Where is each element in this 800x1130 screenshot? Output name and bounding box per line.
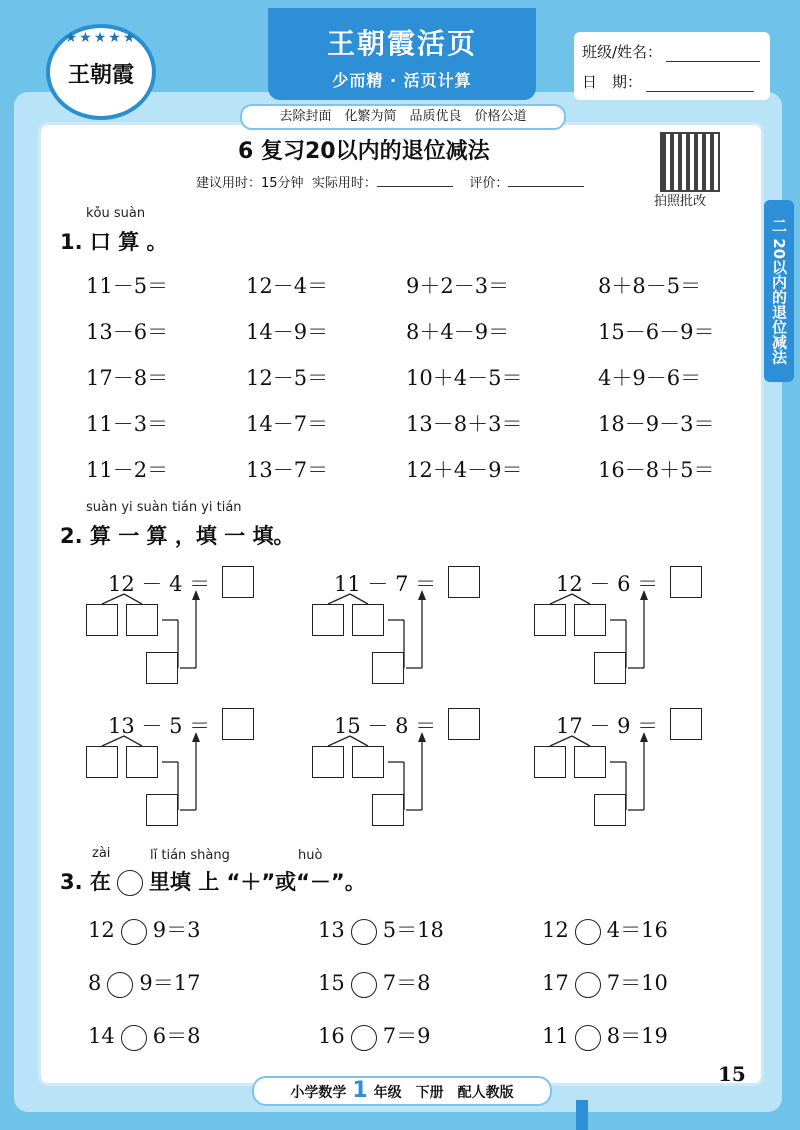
split-box[interactable] bbox=[372, 794, 404, 826]
operand-left: 8 bbox=[88, 971, 102, 995]
sign-answer-circle[interactable] bbox=[351, 919, 377, 945]
sign-fill-item bbox=[88, 914, 200, 945]
operand-left: 12 bbox=[88, 918, 115, 942]
footer-subject: 小学数学 bbox=[290, 1085, 347, 1101]
oral-calc-item[interactable]: 13－7＝ bbox=[246, 458, 329, 482]
operand-right: 9＝3 bbox=[152, 918, 201, 942]
sign-answer-circle[interactable] bbox=[351, 972, 377, 998]
decompose-expression: 17 － 9 ＝ bbox=[556, 714, 659, 738]
sign-answer-circle[interactable] bbox=[575, 919, 601, 945]
oral-calc-item[interactable]: 13－8＋3＝ bbox=[406, 412, 523, 436]
answer-box[interactable] bbox=[222, 708, 254, 740]
split-box[interactable] bbox=[534, 604, 566, 636]
section1-heading: 1. 口 算 。 bbox=[60, 230, 168, 254]
operand-left: 14 bbox=[88, 1024, 115, 1048]
operand-right: 7＝10 bbox=[606, 971, 668, 995]
answer-box[interactable] bbox=[670, 566, 702, 598]
slogan-bar: 去除封面 化繁为简 品质优良 价格公道 bbox=[240, 104, 566, 130]
oral-calc-item[interactable]: 18－9－3＝ bbox=[598, 412, 715, 436]
operand-right: 7＝8 bbox=[382, 971, 431, 995]
split-box[interactable] bbox=[146, 794, 178, 826]
actual-time-label: 实际用时： bbox=[311, 176, 377, 191]
operand-right: 4＝16 bbox=[606, 918, 668, 942]
section1-pinyin: kǒu suàn bbox=[86, 206, 146, 221]
oral-calc-item[interactable]: 11－2＝ bbox=[86, 458, 169, 482]
brand-subtitle: 少而精 · 活页计算 bbox=[332, 71, 472, 90]
chapter-side-tab: 二 20以内的退位减法 bbox=[764, 200, 794, 382]
pinyin-zai: zài bbox=[92, 846, 111, 861]
oral-calc-item[interactable]: 4＋9－6＝ bbox=[598, 366, 702, 390]
answer-box[interactable] bbox=[448, 708, 480, 740]
sign-answer-circle[interactable] bbox=[351, 1025, 377, 1051]
operand-right: 9＝17 bbox=[139, 971, 201, 995]
operand-left: 16 bbox=[318, 1024, 345, 1048]
sign-answer-circle[interactable] bbox=[575, 1025, 601, 1051]
decompose-expression: 13 － 5 ＝ bbox=[108, 714, 211, 738]
split-box[interactable] bbox=[126, 604, 158, 636]
section3-heading-after: 里填 上 “＋”或“－”。 bbox=[148, 870, 366, 894]
sign-fill-item bbox=[318, 1020, 430, 1051]
suggested-time: 建议用时：15分钟 bbox=[196, 176, 304, 191]
stars-icon: ★★★★★ bbox=[64, 30, 138, 46]
lesson-title: 6 复习20以内的退位减法 bbox=[238, 139, 490, 164]
answer-box[interactable] bbox=[222, 566, 254, 598]
oral-calc-item[interactable]: 14－7＝ bbox=[246, 412, 329, 436]
decompose-expression: 12 － 6 ＝ bbox=[556, 572, 659, 596]
oral-calc-item[interactable]: 17－8＝ bbox=[86, 366, 169, 390]
split-box[interactable] bbox=[312, 604, 344, 636]
operand-left: 17 bbox=[542, 971, 569, 995]
split-box[interactable] bbox=[534, 746, 566, 778]
operand-left: 13 bbox=[318, 918, 345, 942]
sign-fill-item bbox=[318, 914, 444, 945]
sign-answer-circle[interactable] bbox=[121, 1025, 147, 1051]
section2-pinyin: suàn yi suàn tián yi tián bbox=[86, 500, 242, 515]
oral-calc-item[interactable]: 8＋4－9＝ bbox=[406, 320, 510, 344]
sign-answer-circle[interactable] bbox=[121, 919, 147, 945]
bottom-tab-strip bbox=[576, 1100, 588, 1130]
circle-icon bbox=[117, 870, 143, 896]
split-box[interactable] bbox=[574, 746, 606, 778]
decompose-expression: 11 － 7 ＝ bbox=[334, 572, 437, 596]
page-number: 15 bbox=[718, 1062, 746, 1086]
footer-grade-num: 1 bbox=[352, 1078, 368, 1103]
date-label: 日 期： bbox=[582, 73, 643, 91]
sign-fill-item bbox=[318, 967, 430, 998]
operand-right: 6＝8 bbox=[152, 1024, 201, 1048]
split-box[interactable] bbox=[146, 652, 178, 684]
sign-fill-item bbox=[542, 914, 668, 945]
logo-text: 王朝霞 bbox=[67, 62, 134, 88]
split-box[interactable] bbox=[126, 746, 158, 778]
oral-calc-item[interactable]: 9＋2－3＝ bbox=[406, 274, 510, 298]
split-box[interactable] bbox=[372, 652, 404, 684]
oral-calc-item[interactable]: 12＋4－9＝ bbox=[406, 458, 523, 482]
operand-left: 12 bbox=[542, 918, 569, 942]
oral-calc-item[interactable]: 10＋4－5＝ bbox=[406, 366, 523, 390]
sign-fill-item bbox=[88, 1020, 200, 1051]
sign-answer-circle[interactable] bbox=[575, 972, 601, 998]
operand-right: 8＝19 bbox=[606, 1024, 668, 1048]
answer-box[interactable] bbox=[670, 708, 702, 740]
operand-left: 15 bbox=[318, 971, 345, 995]
oral-calc-item[interactable]: 8＋8－5＝ bbox=[598, 274, 702, 298]
qr-label: 拍照批改 bbox=[654, 194, 707, 209]
decompose-expression: 12 － 4 ＝ bbox=[108, 572, 211, 596]
answer-box[interactable] bbox=[448, 566, 480, 598]
oral-calc-item[interactable]: 11－5＝ bbox=[86, 274, 169, 298]
pinyin-li-tian-shang: lǐ tián shàng bbox=[150, 848, 230, 863]
split-box[interactable] bbox=[352, 746, 384, 778]
operand-left: 11 bbox=[542, 1024, 569, 1048]
split-box[interactable] bbox=[86, 746, 118, 778]
sign-fill-item bbox=[542, 1020, 668, 1051]
oral-calc-item[interactable]: 12－4＝ bbox=[246, 274, 329, 298]
pinyin-huo: huò bbox=[298, 848, 323, 863]
class-name-label: 班级/姓名： bbox=[582, 43, 663, 61]
split-box[interactable] bbox=[574, 604, 606, 636]
oral-calc-item[interactable]: 14－9＝ bbox=[246, 320, 329, 344]
sign-fill-item bbox=[88, 967, 200, 998]
split-box[interactable] bbox=[86, 604, 118, 636]
footer-bar bbox=[252, 1076, 552, 1106]
section2-heading: 2. 算 一 算 ，填 一 填。 bbox=[60, 524, 295, 548]
split-box[interactable] bbox=[594, 794, 626, 826]
sign-answer-circle[interactable] bbox=[107, 972, 133, 998]
sign-fill-item bbox=[542, 967, 668, 998]
evaluation-label: 评价： bbox=[469, 176, 509, 191]
split-box[interactable] bbox=[312, 746, 344, 778]
brand-title: 王朝霞活页 bbox=[326, 27, 477, 60]
decompose-expression: 15 － 8 ＝ bbox=[334, 714, 437, 738]
operand-right: 7＝9 bbox=[382, 1024, 431, 1048]
split-box[interactable] bbox=[352, 604, 384, 636]
footer-grade-text: 年级 下册 配人教版 bbox=[373, 1085, 514, 1101]
oral-calc-item[interactable]: 15－6－9＝ bbox=[598, 320, 715, 344]
oral-calc-item[interactable]: 11－3＝ bbox=[86, 412, 169, 436]
split-box[interactable] bbox=[594, 652, 626, 684]
oral-calc-item[interactable]: 12－5＝ bbox=[246, 366, 329, 390]
oral-calc-item[interactable]: 13－6＝ bbox=[86, 320, 169, 344]
oral-calc-item[interactable]: 16－8＋5＝ bbox=[598, 458, 715, 482]
operand-right: 5＝18 bbox=[382, 918, 444, 942]
section3-heading-before: 3. 在 bbox=[60, 870, 111, 894]
section3-heading bbox=[60, 866, 366, 896]
